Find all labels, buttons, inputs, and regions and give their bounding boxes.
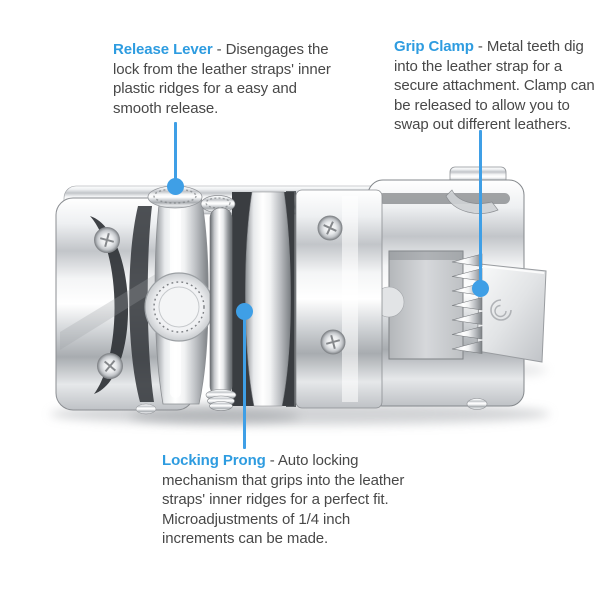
callout-release-lever (113, 40, 335, 118)
callout-title-release-lever: Release Lever (113, 41, 213, 58)
buckle-middle-blade (232, 192, 294, 406)
callout-dot-release-lever-icon (167, 178, 184, 195)
grip-clamp-flap (477, 264, 546, 362)
callout-title-grip-clamp: Grip Clamp (394, 38, 474, 55)
callout-line-release-lever (174, 122, 177, 186)
callout-dot-grip-clamp-icon (472, 280, 489, 297)
callout-title-locking-prong: Locking Prong (162, 452, 266, 469)
screw-icon (95, 228, 120, 253)
callout-grip-clamp (394, 37, 600, 135)
callout-description-grip-clamp: - Metal teeth dig into the leather strap for a secure attachment. Clamp can be released to allow you to swap out different leathers. (394, 38, 595, 133)
screw-icon (98, 354, 123, 379)
callout-description-locking-prong: - Auto locking mechanism that grips into the leather straps' inner ridges for a perfect fit. Microadjustments of 1/4 inch increments can be made. (162, 452, 405, 547)
callout-locking-prong (162, 451, 414, 549)
screw-icon (321, 330, 345, 354)
callout-dot-locking-prong-icon (236, 303, 253, 320)
callout-description-release-lever: - Disengages the lock from the leather straps' inner plastic ridges for a easy and smooth release. (113, 41, 331, 117)
callout-line-grip-clamp (479, 130, 482, 288)
release-lever-dial (145, 273, 213, 341)
callout-line-locking-prong (243, 311, 246, 449)
buckle-mid-plate (286, 190, 382, 408)
screw-icon (318, 216, 342, 240)
